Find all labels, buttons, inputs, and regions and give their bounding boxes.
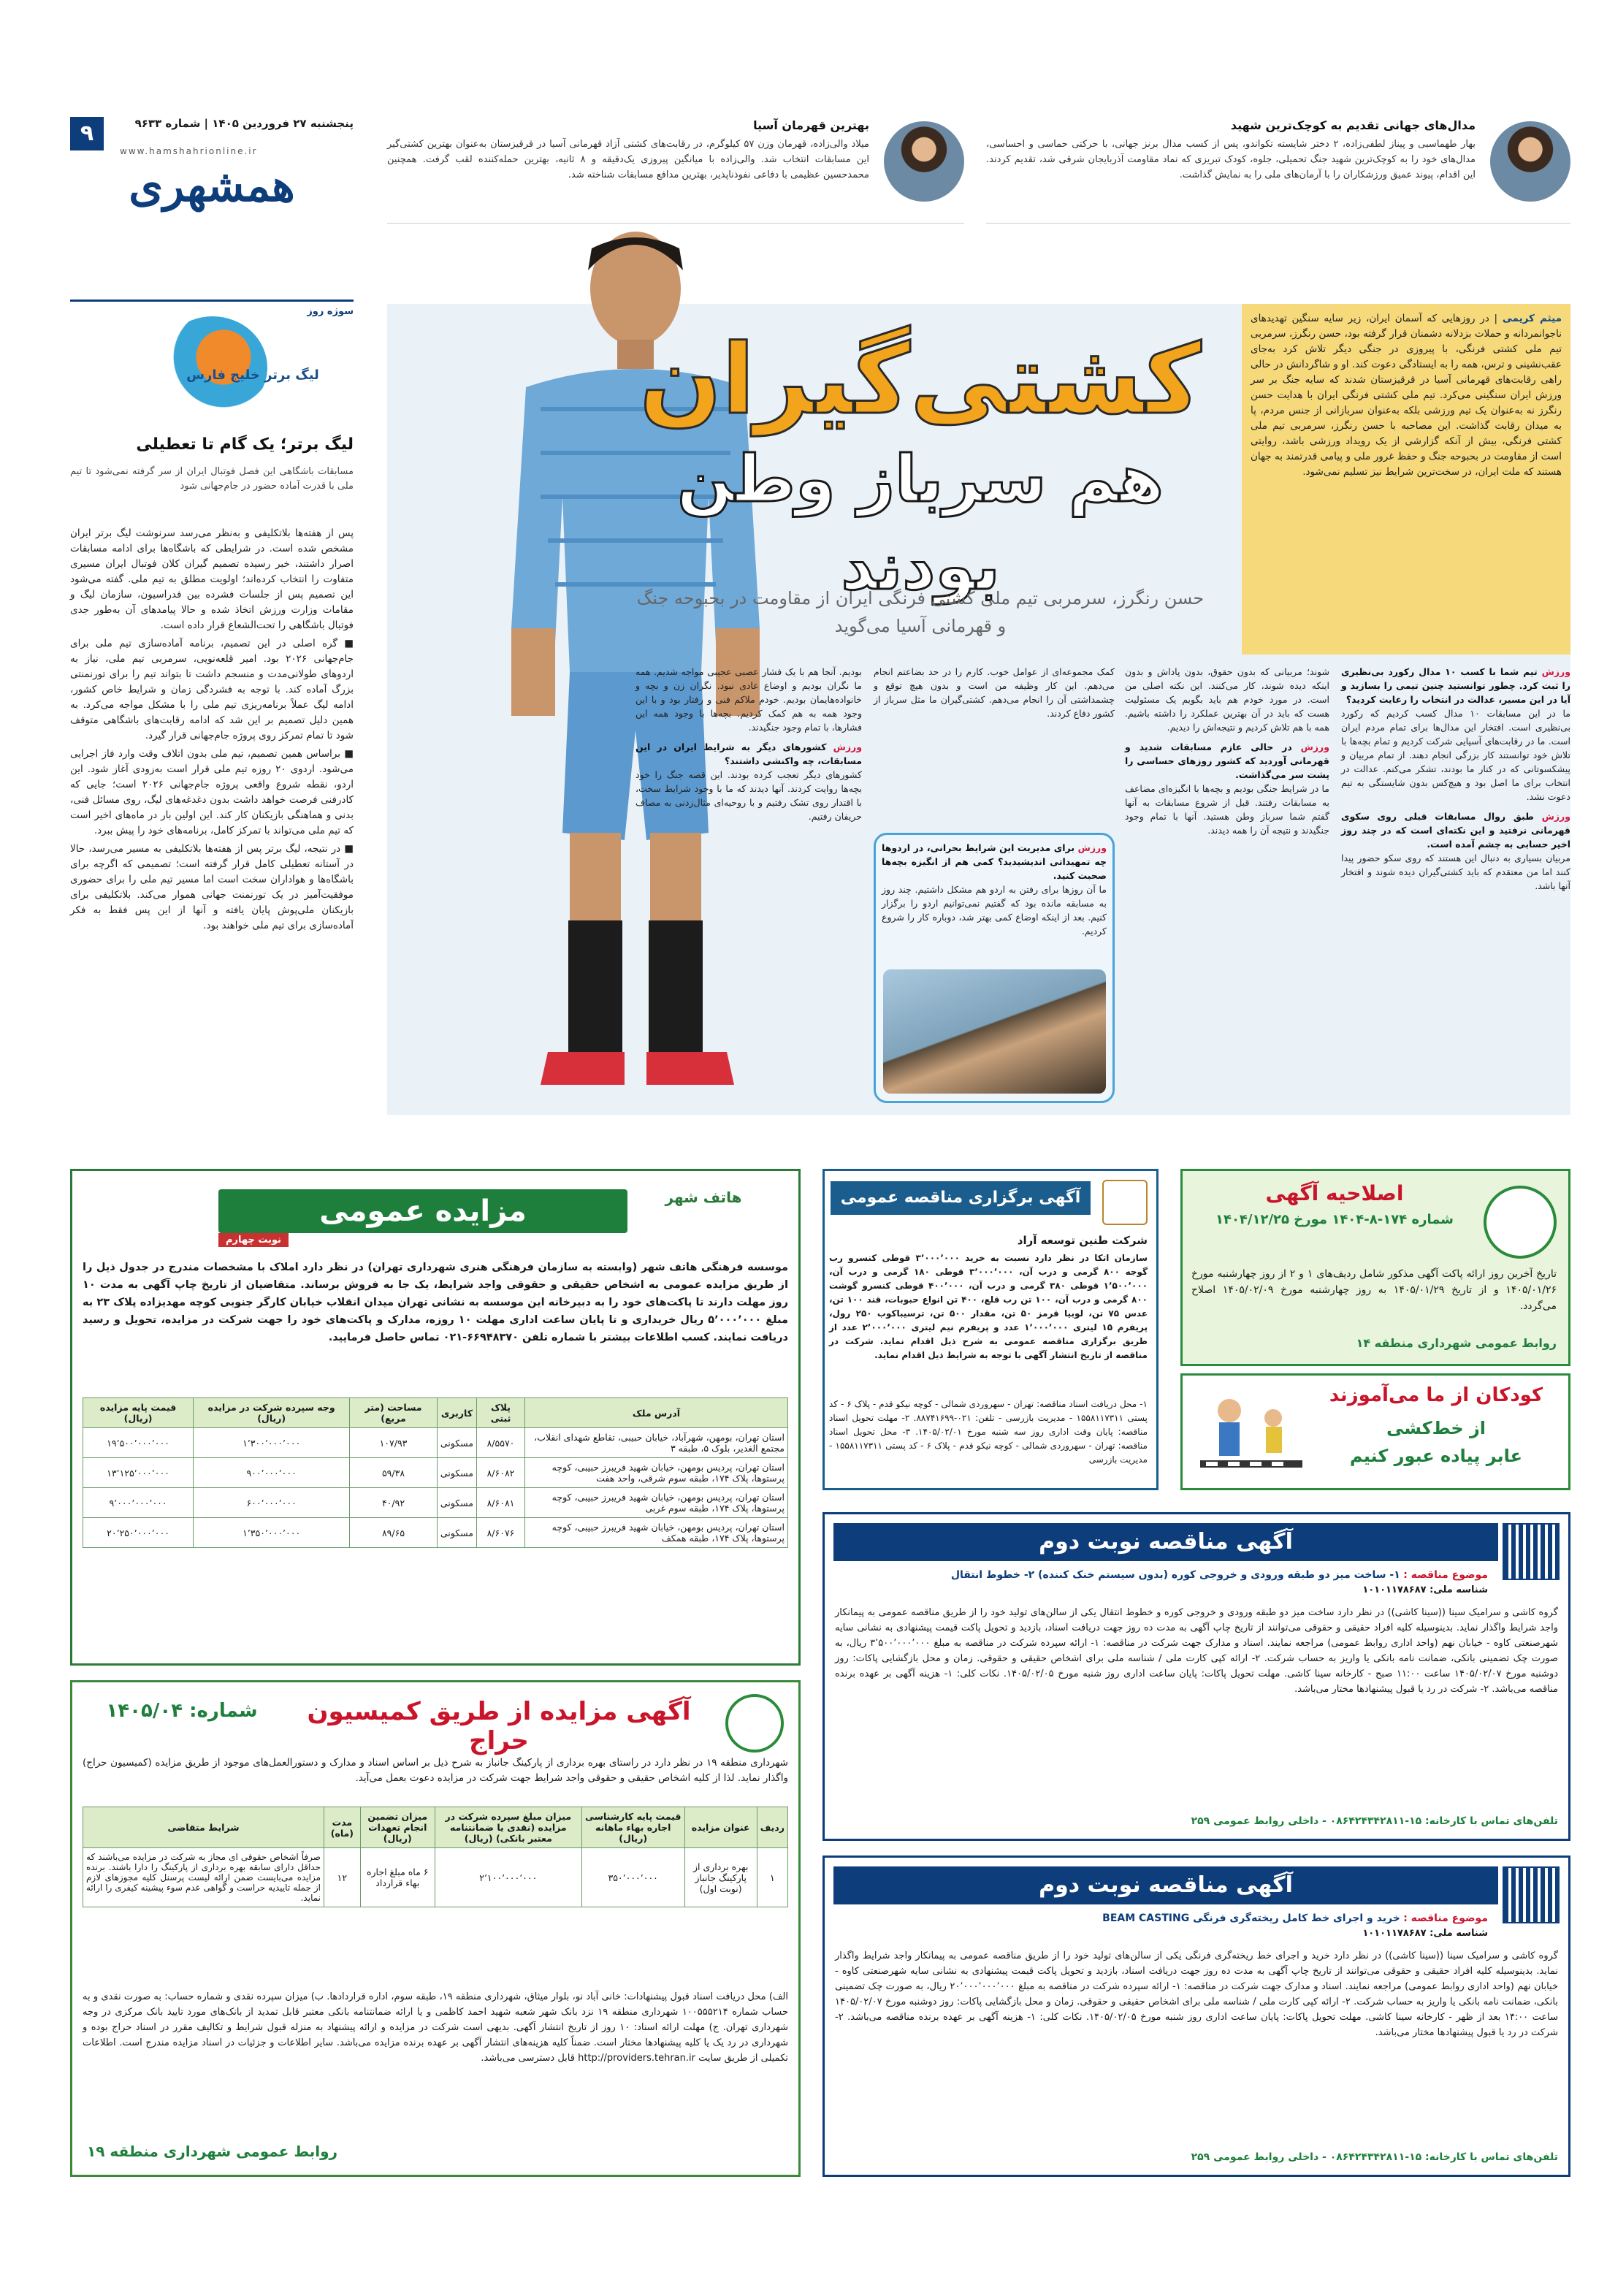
question: در حالی عازم مسابقات شدید و قهرمانی آوردید که کشور روزهای حساسی را پشت سر می‌گذاشت. [1125,741,1329,780]
table-cell: مسکونی [437,1458,476,1488]
answer: مربیان بسیاری به دنبال این هستند که روی سکو حضور پیدا کنند اما من معتقدم که باید کشتی‌گیران دیده شوند و افتخار آنها باشد. [1341,853,1570,891]
sina-tile-logo-icon [1503,1866,1560,1923]
table-cell: ۹٬۰۰۰٬۰۰۰٬۰۰۰ [83,1488,194,1518]
tehran-municipality-logo-icon [725,1694,784,1752]
answer: بودیم. آنجا هم با یک فشار عصبی عجیبی مواجه شدیم. همه ما نگران بودیم و اوضاع عادی نبود. نگران زن و بچه و خانواده‌هایمان بودیم. خودم ملاکم فنی و رفتار بود و با این وجود همه به هم کمک کردیم. بچه‌ها با وجود همه این فشارها، با تمام وجود جنگیدند. [635,666,862,733]
newspaper-logo: همشهری [129,161,295,212]
side-paragraph: پس از هفته‌ها بلاتکلیفی و به‌نظر می‌رسد سرنوشت لیگ برتر ایران مشخص شده است. در شرایطی که باشگاه‌ها برای ادامه مسابقات اصرار داشتند، خبر رسیده تصمیم گیران کلان فوتبال ایران مسیری متفاوت را انتخاب کرده‌اند؛ اولویت مطلق به تیم ملی. گفته می‌شود این تصمیم پس از جلسات فشرده بین فدراسیون، سازمان لیگ و مقامات وزارت ورزش اتخاذ شده و حالا پیامدهای آن به‌طور جدی فوتبال باشگاهی را تحت‌الشعاع قرار داده است. [70,527,354,631]
auction-round: نوبت چهارم [218,1233,289,1247]
table-cell: ۲۰٬۲۵۰٬۰۰۰٬۰۰۰ [83,1518,194,1548]
question: تیم شما با کسب ۱۰ مدال رکورد بی‌نظیری را ثبت کرد. چطور توانستید چنین تیمی را بسازید و آیا در این مسیر، عدالت در انتخاب را رعایت کردید؟ [1341,666,1570,705]
ad-public-auction [70,1169,801,1666]
table-cell: ۳۵۰٬۰۰۰٬۰۰۰ [581,1848,684,1907]
kids-title: کودکان از ما می‌آموزند [1329,1384,1543,1406]
auction-table [83,1397,788,1548]
table-cell: ۸۹/۶۵ [350,1518,438,1548]
table-cell: ۲٬۱۰۰٬۰۰۰٬۰۰۰ [435,1848,581,1907]
commission-footer: روابط عمومی شهرداری منطقه ۱۹ [87,2143,338,2160]
table-row [83,1848,788,1907]
tender3-title: آگهی مناقصه نوبت دوم [833,1866,1498,1904]
intro-text: | در روزهایی که آسمان ایران، زیر سایه سنگین تهدیدهای ناجوانمردانه و حملات بزدلانه دشمنان قرار گرفته بود، حسن رنگرز، سرمربی تیم ملی کشتی فرنگی، با پیروزی در جنگی دیگر تلاش کرد به‌جای عقب‌نشینی و ترس، همه را به ایستادگی دعوت کند. او و شاگردانش در حالی راهی رقابت‌های قهرمانی آسیا در قرقیزستان شدند که سایه جنگ بر سر ورزش ایران سنگینی می‌کرد. تیم ملی کشتی فرنگی ایران با هدایت حسن رنگرز نه به‌عنوان یک تیم ورزشی بلکه به‌عنوان سربازانی از جنس مردم، پا به میدان رقابت گذاشت. این مصاحبه با حسن رنگرز، سرمربی تیم ملی کشتی فرنگی، بیش از آنکه گزارشی از یک رویداد ورزشی باشد، روایتی است از مقاومت در بحبوحه جنگ و حفظ غرور ملی و پیامی قدرتمند به جهان هستند که ملت ایران، در سخت‌ترین شرایط نیز تسلیم نمی‌شود. [1251,313,1562,478]
answer: کمک مجموعه‌ای از عوامل خوب. کارم را در حد بضاعتم انجام می‌دهم. این کار وظیفه من است و بدون هیچ توقع و چشمداشتی آن را انجام می‌دهم. کشتی‌گیران ما مثل سرباز از کشور دفاع کردند. [874,666,1115,719]
etka-logo-icon [1102,1180,1148,1225]
kids-line-2: عابر پیاده عبور کنیم [1349,1446,1523,1466]
league-logo-text: لیگ برتر خلیج فارس [186,367,319,383]
tender2-subject-line [831,1567,1488,1583]
ad-pedestrian-campaign [1180,1373,1570,1490]
wrestler-photo-icon [884,121,964,202]
auction-title: مزایده عمومی [218,1189,627,1233]
table-header-cell: قیمت پایه مزایده (ریال) [83,1398,194,1428]
table-cell: ۸/۵۵۷۰ [476,1428,524,1458]
tender1-body: سازمان اتکا در نظر دارد نسبت به خرید ۳٬۰۰۰٬۰۰۰ قوطی کنسرو رب گوجه ۸۰۰ گرمی و درب آن، ۳٬۰۰۰٬۰۰۰ قوطی ۱۸۰ گرمی و درب آن، ۱٬۵۰۰٬۰۰۰ قوطی ۳۸۰ گرمی و درب آن، ۴۰۰٬۰۰۰ قوطی کنسرو گوشت ۸۰۰ گرمی و درب آن، ۱۰۰ تن رب قلع، ۴۰۰ تن انواع حبوبات، قند ۱۰۰ تن، عدس ۷۵ تن، لوبیا قرمز ۵۰ تن، مقدار ۵۰۰ تن، ترسیباکوب ۲۵۰ رول، پریفرم ۱۵ لیتری ۱٬۰۰۰٬۰۰۰ عدد و پریفرم نیم لیتری ۲٬۰۰۰٬۰۰۰ عدد از طریق برگزاری مناقصه عمومی به شرح ذیل اقدام نماید. شرکت در مناقصه از تاریخ انتشار آگهی با توجه به شرایط ذیل اقدام نماید. [829,1253,1148,1360]
q-label: ورزش [1077,842,1107,853]
coaches-photo-icon [883,969,1106,1094]
commission-intro: شهرداری منطقه ۱۹ در نظر دارد در راستای بهره برداری از پارکینگ جانباز به شرح ذیل بر اساس اسناد و مدارک و دستورالعمل‌های موجود از طریق مزایده (کمیسیون حراج) واگذار نماید. لذا از کلیه اشخاص حقیقی و حقوقی واجد شرایط جهت شرکت در مزایده دعوت بعمل می‌آید. [83,1757,788,1784]
q-label: ورزش [833,741,863,752]
table-header-cell: شرایط متقاضی [83,1807,324,1848]
table-cell: ۱٬۳۵۰٬۰۰۰٬۰۰۰ [194,1518,350,1548]
athlete-photo-icon [1490,121,1570,202]
children-crossing-icon [1193,1390,1310,1478]
feature-subtitle: هم سرباز وطن بودند [676,441,1164,604]
table-cell: ۶ ماه مبلغ اجاره بهاء قرارداد [360,1848,435,1907]
correction-number: شماره ۱۷۴-۸-۱۴۰۴ مورخ ۱۴۰۴/۱۲/۲۵ [1215,1212,1454,1227]
answer: کشورهای دیگر تعجب کرده بودند. این قصه جنگ را خود بچه‌ها روایت کردند. آنها دیدند که ما با وجود شرایط سخت، با اقتدار روی تشک رفتیم و با روحیه‌ای مثال‌زدنی به مصاف حریفان رفتیم. [635,769,862,822]
table-cell: استان تهران، پردیس بومهن، خیابان شهید فریبرز حبیبی، کوچه پرستوها، پلاک ۱۷۴، طبقه همکف [525,1518,788,1548]
ad-tender-taknin [822,1169,1159,1490]
auction-intro: موسسه فرهنگی هاتف شهر (وابسته به سازمان فرهنگی هنری شهرداری تهران) در نظر دارد املاک با مشخصات مندرج در جدول ذیل را از طریق مزایده عمومی به اشخاص حقیقی و حقوقی واجد شرایط، یک جا به فروش برساند. متقاضیان از تاریخ چاپ آگهی به مدت ۱۰ روز مهلت دارند تا پاکت‌های خود را به دبیرخانه این موسسه به نشانی تهران میدان انقلاب خیابان کارگر جنوبی کوچه مهدیزاده پلاک ۲۳ به مبلغ ۵٬۰۰۰٬۰۰۰ ریال خریداری و تا پایان ساعت اداری مهلت ۱۰ روزه، مدارک و پاکت‌های خود را جهت شرکت در مزایده، تحویل و رسید دریافت نمایند. کسب اطلاعات بیشتر با شماره تلفن ۶۶۹۴۸۳۷۰-۰۲۱ تماس حاصل فرمایید. [83,1262,788,1343]
table-cell: مسکونی [437,1428,476,1458]
tender3-subject-label: موضوع مناقصه : [1403,1912,1488,1924]
question: طبق روال مسابقات قبلی روی سکوی قهرمانی نرفتید و این نکته‌ای است که در چند روز اخیر حسابی به چشم آمده است. [1341,811,1570,850]
table-header-cell: کاربری [437,1398,476,1428]
auction-table-wrap [83,1397,788,1548]
table-cell: ۱ [757,1848,787,1907]
commission-clauses: الف) محل دریافت اسناد قبول پیشنهادات: خانی آباد نو، بلوار میثاق، شهرداری منطقه ۱۹، طبقه سوم، اداره قراردادها. ب) میزان سپرده نقدی و شماره حساب: به صورت نقدی و به حساب شماره ۱۰۰۵۵۵۲۱۴ شهرداری منطقه ۱۹ نزد بانک شهر شعبه شهید احمد کاظمی و یا ارائه ضمانتنامه بانکی معتبر قابل تمدید از بانک‌های مورد تایید بانک مرکزی در وجه شهرداری تهران. ج) مهلت ارائه اسناد: ۱۰ روز از تاریخ انتشار آگهی. بدیهی است شرکت در مزایده و ارائه پیشنهاد به منزله قبول شرایط و تکالیف مقرر در اسناد حراج بوده و شهرداری در رد یک یا کلیه پیشنهادها مختار است. ضمناً کلیه هزینه‌های انتشار آگهی بر عهده برنده مزایده می‌باشد. سایر اطلاعات و جزئیات در اسناد مزایده مندرج است. اطلاعات تکمیلی از طریق سایت http://providers.tehran.ir قابل دسترسی می‌باشد. [83,1991,789,2064]
question: کشورهای دیگر به شرایط ایران در این مسابقات، چه واکنشی داشتند؟ [635,741,862,766]
table-cell: ۱۹٬۵۰۰٬۰۰۰٬۰۰۰ [83,1428,194,1458]
side-paragraph: ■ براساس همین تصمیم، تیم ملی بدون اتلاف وقت وارد فاز اجرایی می‌شود. اردوی ۲۰ روزه تیم ملی قرار است به‌زودی آغاز شود. این اردو، نقطه شروع واقعی پروژه جام‌جهانی ۲۰۲۶ است؛ جایی که کادرفنی فرصت خواهد داشت بدون دغدغه‌های لیگ، روی مسائل فنی، بدنی و هماهنگی بازیکنان کار کند. این اولین بار در ماه‌های اخیر است که تیم ملی می‌تواند با تمرکز کامل، برنامه‌های خود را پیش ببرد. [70,748,354,836]
correction-footer: روابط عمومی شهرداری منطقه ۱۴ [1356,1336,1557,1350]
table-row [83,1458,788,1488]
tehran-municipality-logo-icon [1484,1186,1557,1259]
tender2-national-id: شناسه ملی: ۱۰۱۰۱۱۷۸۶۸۷ [1362,1584,1488,1595]
table-row [83,1518,788,1548]
top-news-2-body: میلاد والی‌زاده، قهرمان وزن ۵۷ کیلوگرم، در رقابت‌های کشتی آزاد قهرمانی آسیا در قرقیزستان به‌عنوان بهترین کشتی‌گیر این مسابقات انتخاب شد. والی‌زاده با میانگین پیروزی یک‌دقیقه و ۸ ثانیه، بهترین حمله‌کننده لقب گرفت. همچنین محمدحسین عظیمی با دفاعی نفوذناپذیر، بهترین مدافع مسابقات شناخته شد. [387,139,870,180]
ad-tender-sina-1 [822,1512,1570,1841]
top-news-1-title: مدال‌های جهانی تقدیم به کوچک‌ترین شهید [1230,118,1476,132]
page-number: ۹ [70,117,104,150]
table-cell: استان تهران، بومهن، شهرآباد، خیابان حبیبی، تقاطع شهدای انقلاب، مجتمع الغدیر، بلوک ۵، طبقه ۳ [525,1428,788,1458]
site-url[interactable]: www.hamshahrionline.ir [120,146,258,156]
table-header-cell: وجه سپرده شرکت در مزایده (ریال) [194,1398,350,1428]
table-row [83,1428,788,1458]
table-header-cell: مساحت (متر مربع) [350,1398,438,1428]
commission-title: آگهی مزایده از طریق کمیسیون حراج [307,1697,691,1755]
table-row [83,1488,788,1518]
tender3-national-id: شناسه ملی: ۱۰۱۰۱۱۷۸۶۸۷ [1362,1928,1488,1939]
table-cell: بهره برداری از پارکینگ جانباز (نوبت اول) [684,1848,757,1907]
answer: ما در شرایط جنگی بودیم و بچه‌ها با انگیزه‌ای مضاعف به مسابقات رفتند. قبل از شروع مسابقات به آنها گفتم شما سرباز وطن هستید. آنها با تمام وجود جنگیدند و نتیجه آن را همه دیدند. [1125,783,1329,836]
table-cell: ۴۰/۹۲ [350,1488,438,1518]
kids-line-1: از خط‌کشی [1386,1418,1486,1438]
answer: ما در این مسابقات ۱۰ مدال کسب کردیم که رکورد بی‌نظیری است. افتخار این مدال‌ها برای تمام مردم ایران است. ما در رقابت‌های آسیایی شرکت کردیم و تمام بچه‌ها با تلاش خود توانستند کار بزرگی انجام دهند. از تمام مربیان و پیشکسوتانی که در کنار ما بودند، تشکر می‌کنم. عدالت در انتخاب برای ما اصل بود و هیچ‌کس بدون شایستگی به تیم دعوت نشد. [1341,708,1570,802]
table-header-cell: ردیف [757,1807,787,1848]
feature-intro [1242,304,1570,655]
sina-tile-logo-icon [1503,1523,1560,1580]
ad-correction [1180,1169,1570,1366]
top-news-2 [387,114,964,224]
table-cell: استان تهران، پردیس بومهن، خیابان شهید فریبرز حبیبی، کوچه پرستوها، پلاک ۱۷۴، طبقه سوم غربی [525,1488,788,1518]
side-paragraph: ■ گره اصلی در این تصمیم، برنامه آماده‌سازی تیم ملی برای جام‌جهانی ۲۰۲۶ بود. امیر قلعه‌نویی، سرمربی تیم ملی، نیاز به اردوهای طولانی‌مدت و منسجم داشت تا بتواند تیم را برای تورنمنتی بزرگ آماده کند. با توجه به فشردگی زمان و شرایط خاص کشور، ادامه لیگ عملاً برنامه‌ریزی تیم ملی را با مشکل مواجه می‌کرد. به همین دلیل تصمیم بر این شد که ادامه رقابت‌های باشگاهی متوقف شود تا تمام تمرکز روی پروژه جام‌جهانی قرار گیرد. [70,638,354,741]
table-cell: صرفاً اشخاص حقوقی ای مجاز به شرکت در مزایده می‌باشند که حداقل دارای سابقه بهره برداری از پارکینگ را دارا باشند. برنده مزایده می‌بایست ضمن ارائه لیست پرسنل کلیه مجوزهای لازم از جمله تاییدیه حراست و گواهی عدم سوء پیشینه کیفری را ارائه نماید. [83,1848,324,1907]
commission-number: شماره: ۱۴۰۵/۰۴ [106,1700,258,1722]
issue-date: پنجشنبه ۲۷ فروردین ۱۴۰۵ | شماره ۹۶۳۳ [134,117,354,130]
question: برای مدیریت این شرایط بحرانی، در اردوها چه تمهیداتی اندیشیدید؟ کمی هم از انگیزه بچه‌ها صحبت کنید. [882,842,1107,881]
table-cell: مسکونی [437,1488,476,1518]
table-cell: استان تهران، پردیس بومهن، خیابان شهید فریبرز حبیبی، کوچه پرستوها، پلاک ۱۷۴، طبقه سوم شرقی، واحد هفت [525,1458,788,1488]
tender2-body: گروه کاشی و سرامیک سینا ((سینا کاشی)) در نظر دارد ساخت میز دو طبقه ورودی و خروجی کوره و خطوط انتقال یکی از سالن‌های تولید خود را از طریق مناقصه عمومی به پیمانکار واجد شرایط واگذار نماید. بدینوسیله کلیه افراد حقیقی و حقوقی می‌توانند از تاریخ چاپ آگهی به مدت ده روز جهت دریافت اسناد، بازدید و تحویل پاکت قیمت پیشنهادی به نشانی سایه شهرصنعتی کاوه - خیابان نهم (واحد اداری روابط عمومی) مراجعه نمایند. اسناد و مدارک جهت شرکت در مناقصه: ۱- ارائه سپرده شرکت در مناقصه به مبلغ ۳٬۵۰۰٬۰۰۰٬۰۰۰ ریال، به صورت چک تضمینی بانکی، ضمانت نامه بانکی یا واریز به حساب شرکت. ۲- ارائه کپی کارت ملی / شناسه ملی برای اشخاص حقیقی و حقوقی. زمان و محل بازگشایی پاکات: روز دوشنبه مورخ ۱۴۰۵/۰۲/۰۷ ساعت ۱۱:۰۰ صبح - کارخانه سینا کاشی. مهلت تحویل پاکات: پایان ساعت اداری روز شنبه مورخ ۱۴۰۵/۰۲/۰۵. نکات کلی: ۱- هزینه آگهی بر عهده برنده مناقصه می‌باشد. ۲- شرکت در رد یا قبول پیشنهادها مختار می‌باشد. [835,1607,1559,1695]
feature-title: کشتی‌گیران [639,324,1202,436]
table-header-cell: قیمت پایه کارشناسی اجاره بهاء ماهانه (ریال) [581,1807,684,1848]
tender3-body: گروه کاشی و سرامیک سینا ((سینا کاشی)) در نظر دارد خرید و اجرای خط ریخته‌گری فرنگی یکی از سالن‌های تولید خود را از طریق مناقصه عمومی به پیمانکار واجد شرایط واگذار نماید. بدینوسیله کلیه افراد حقیقی و حقوقی می‌توانند از تاریخ چاپ آگهی به مدت ده روز جهت دریافت اسناد، بازدید و تحویل پاکت قیمت پیشنهادی به نشانی سایه شهرصنعتی کاوه - خیابان نهم (واحد اداری روابط عمومی) مراجعه نمایند. اسناد و مدارک جهت شرکت در مناقصه: ۱- ارائه سپرده شرکت در مناقصه به مبلغ ۲۰٬۰۰۰٬۰۰۰٬۰۰۰ ریال، به صورت چک تضمینی بانکی، ضمانت نامه بانکی یا واریز به حساب شرکت. ۲- ارائه کپی کارت ملی / شناسه ملی برای اشخاص حقیقی و حقوقی. زمان و محل بازگشایی پاکات: روز دوشنبه مورخ ۱۴۰۵/۰۲/۰۷ ساعت ۱۴:۰۰ بعد از ظهر - کارخانه سینا کاشی. مهلت تحویل پاکات: پایان ساعت اداری روز شنبه مورخ ۱۴۰۵/۰۲/۰۵. نکات کلی: ۱- هزینه آگهی بر عهده برنده مناقصه می‌باشد. ۲- شرکت در رد یا قبول پیشنهادها مختار می‌باشد. [835,1950,1559,2038]
q-label: ورزش [1300,741,1329,752]
top-news-1 [986,114,1570,224]
ad-commission-auction [70,1680,801,2177]
table-header-cell: آدرس ملک [525,1398,788,1428]
table-cell: ۸/۶۰۸۲ [476,1458,524,1488]
answer: ما آن روزها برای رفتن به اردو هم مشکل داشتیم. چند روز به مسابقه مانده بود که گفتیم نمی‌توانیم اردو را برگزار کنیم. بعد از اینکه اوضاع کمی بهتر شد، دوباره کار را شروع کردیم. [882,884,1107,937]
tender2-subject: ۱- ساخت میز دو طبقه ورودی و خروجی کوره (بدون سیستم خنک کننده) ۲- خطوط انتقال [950,1569,1400,1581]
table-cell: ۹۰۰٬۰۰۰٬۰۰۰ [194,1458,350,1488]
league-logo-box [70,300,354,424]
commission-table [83,1807,788,1907]
tender1-items: ۱- محل دریافت اسناد مناقصه: تهران - سهروردی شمالی - کوچه نیکو قدم - پلاک ۶ - کد پستی ۱۵۵۸۱۱۷۳۱۱ - مدیریت بازرسی - تلفن: ۰۲۱-۸۸۷۴۱۶۹۹. ۲- مهلت تحویل اسناد مناقصه: پایان وقت اداری روز سه شنبه مورخ ۱۴۰۵/۰۲/۰۱. ۳- محل تحویل اسناد مناقصه: تهران - سهروردی شمالی - کوچه نیکو قدم - پلاک ۶ - کد پستی ۱۵۵۸۱۱۷۳۱۱ - مدیریت بازرسی [829,1399,1148,1465]
masthead [70,117,354,219]
table-header-cell: مدت (ماه) [324,1807,361,1848]
table-cell: ۱۰۷/۹۳ [350,1428,438,1458]
tender2-phone: تلفن‌های تماس با کارخانه: ۱۵-۰۸۶۴۲۴۳۴۲۸۱۱ - داخلی روابط عمومی ۲۵۹ [1191,1815,1558,1827]
table-cell: مسکونی [437,1518,476,1548]
q-label: ورزش [1541,811,1570,822]
table-cell: ۶۰۰٬۰۰۰٬۰۰۰ [194,1488,350,1518]
side-lead: مسابقات باشگاهی این فصل فوتبال ایران از سر گرفته نمی‌شود تا تیم ملی با قدرت آماده حضور در جام‌جهانی شود [70,466,354,492]
tender3-subject-line [831,1910,1488,1926]
tender2-subject-label: موضوع مناقصه : [1403,1569,1488,1581]
interview-col-3 [874,665,1115,720]
table-cell: ۵۹/۳۸ [350,1458,438,1488]
table-cell: ۸/۶۰۸۱ [476,1488,524,1518]
side-paragraph: ■ در نتیجه، لیگ برتر پس از هفته‌ها بلاتکلیفی به مسیر می‌رسد، حالا در آستانه تعطیلی کامل قرار گرفته است؛ تصمیمی که اگرچه برای باشگاه‌ها و هواداران سخت است اما مسیر تیم ملی را برای حضوری موفقیت‌آمیز در یک تورنمنت جهانی هموار می‌کند. بلاتکلیفی برای بازیکنان ملی‌پوش پایان یافته و آنها از این پس فقط به فکر آماده‌سازی برای تیم ملی خواهند بود. [70,843,354,931]
tender1-title: آگهی برگزاری مناقصه عمومی [831,1181,1091,1215]
table-cell: ۱۲ [324,1848,361,1907]
side-title: لیگ برتر؛ یک گام تا تعطیلی [136,435,354,454]
tender2-title: آگهی مناقصه نوبت دوم [833,1523,1498,1561]
feature-lead: حسن رنگرز، سرمربی تیم ملی کشتی فرنگی ایران از مقاومت در بحبوحه جنگ و قهرمانی آسیا می‌گوید [636,588,1205,636]
correction-title: اصلاحیه آگهی [1265,1181,1404,1205]
tender3-subject: خرید و اجرای خط کامل ریخته‌گری فرنگی BEAM CASTING [1102,1912,1400,1924]
interview-col-4 [635,665,862,823]
table-header-cell: میزان تضمین انجام تعهدات (ریال) [360,1807,435,1848]
top-news-1-body: بهار طهماسبی و پیناز لطفی‌زاده، ۲ دختر شایسته تکواندو، پس از کسب مدال برنز جهانی، با حرکتی حماسی و احساسی، مدال‌های خود را به کوچک‌ترین شهید جنگ تحمیلی، جلوه، کودک تبریزی که نماد مقاومت آذربایجان شرقی شد، تقدیم کردند. این اقدام، پیوند عمیق ورزشکاران را با آرمان‌های ملی را به نمایش گذاشت. [986,139,1476,180]
interview-photo-box [874,833,1115,1103]
tender3-phone: تلفن‌های تماس با کارخانه: ۱۵-۰۸۶۴۲۴۳۴۲۸۱۱ - داخلی روابط عمومی ۲۵۹ [1191,2151,1558,2163]
section-tag: سوژه روز [307,306,354,317]
table-header-cell: میزان مبلغ سپرده شرکت در مزایده (نقدی یا ضمانتنامه معتبر بانکی) (ریال) [435,1807,581,1848]
q-label: ورزش [1541,666,1571,677]
tender1-company: شرکت طنین توسعه آراد [1017,1234,1148,1247]
interview-col-1 [1341,665,1570,893]
answer: شوند؛ مربیانی که بدون حقوق، بدون پاداش و بدون اینکه دیده شوند، کار می‌کنند. این نکته اصلی من است. در مورد خودم هم باید بگویم یک مسئولیت هست که باید در آن بهترین عملکرد را داشته باشیم. همه با هم تلاش کردیم و نتیجه‌اش را دیدیم. [1125,666,1329,733]
table-cell: ۱۳٬۱۲۵٬۰۰۰٬۰۰۰ [83,1458,194,1488]
table-header-cell: پلاک ثبتی [476,1398,524,1428]
commission-table-wrap [83,1807,788,1907]
table-cell: ۸/۶۰۷۶ [476,1518,524,1548]
top-news-2-title: بهترین قهرمان آسیا [753,118,869,132]
interview-col-2 [1125,665,1329,837]
table-cell: ۱٬۳۰۰٬۰۰۰٬۰۰۰ [194,1428,350,1458]
table-header-cell: عنوان مزایده [684,1807,757,1848]
correction-body: تاریخ آخرین روز ارائه پاکت آگهی مذکور شامل ردیف‌های ۱ و ۲ از روز چهارشنبه مورخ ۱۴۰۵/۰۱/۲۶ و از تاریخ ۱۴۰۵/۰۱/۲۹ به روز چهارشنبه مورخ ۱۴۰۵/۰۲/۰۹ اصلاح می‌گردد. [1191,1268,1557,1312]
author-name: میثم کریمی [1502,313,1562,324]
hatef-shahr-logo-icon: هاتف شهر [665,1189,742,1206]
side-body [70,526,354,937]
ad-tender-sina-2 [822,1856,1570,2177]
